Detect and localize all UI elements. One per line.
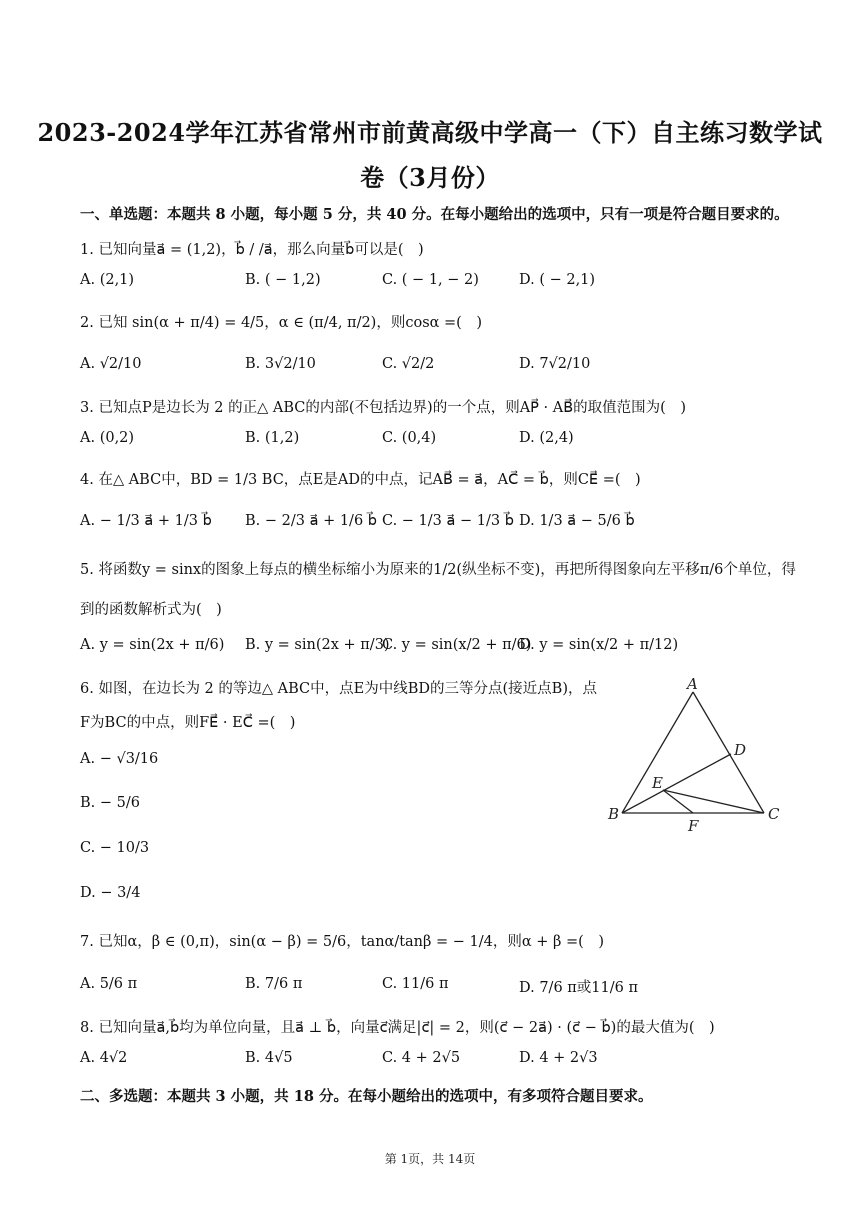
question-7-stem: 7. 已知α，β ∈ (0,π)，sin(α − β) = 5/6，tanα/tanβ = − 1/4，则α + β =( ): [80, 934, 604, 950]
question-5-option-b: B. y = sin(2x + π/3): [245, 637, 390, 653]
page-footer: 第 1页，共 14页: [384, 1152, 476, 1166]
question-5-option-c: C. y = sin(x/2 + π/6): [382, 637, 532, 653]
label-a: A: [687, 675, 698, 693]
question-6-option-a: A. − √3/16: [80, 751, 159, 767]
question-8-option-c: C. 4 + 2√5: [382, 1050, 461, 1066]
question-2-option-b: B. 3√2/10: [245, 356, 316, 372]
label-f: F: [688, 817, 699, 835]
question-8-option-b: B. 4√5: [245, 1050, 293, 1066]
question-6-option-c: C. − 10/3: [80, 840, 150, 856]
question-4-option-c: C. − 1/3 a⃗ − 1/3 b⃗: [382, 513, 514, 529]
question-4-option-b: B. − 2/3 a⃗ + 1/6 b⃗: [245, 513, 377, 529]
question-7-option-d: D. 7/6 π或11/6 π: [519, 980, 639, 996]
section-single-choice-heading: 一、单选题：本题共 8 小题，每小题 5 分，共 40 分。在每小题给出的选项中，只有一项是符合题目要求的。: [80, 206, 789, 223]
label-c: C: [768, 805, 780, 823]
question-3-option-c: C. (0,4): [382, 430, 437, 446]
question-6-stem: 6. 如图，在边长为 2 的等边△ ABC中，点E为中线BD的三等分点(接近点B)，点: [80, 681, 597, 697]
side-ac: [693, 692, 764, 813]
label-d: D: [734, 741, 747, 759]
question-2-option-a: A. √2/10: [80, 356, 142, 372]
question-7-option-a: A. 5/6 π: [80, 976, 138, 992]
question-1-option-b: B. ( − 1,2): [245, 272, 321, 288]
label-e: E: [652, 774, 663, 792]
question-6-option-b: B. − 5/6: [80, 795, 140, 811]
question-3-stem: 3. 已知点P是边长为 2 的正△ ABC的内部(不包括边界)的一个点，则AP⃗ · AB⃗的取值范围为( ): [80, 400, 686, 416]
question-3-option-a: A. (0,2): [80, 430, 135, 446]
question-2-stem: 2. 已知 sin(α + π/4) = 4/5，α ∈ (π/4, π/2)，则cosα =( ): [80, 315, 482, 331]
question-8-stem: 8. 已知向量a⃗,b⃗均为单位向量，且a⃗ ⊥ b⃗，向量c⃗满足|c⃗| = 2，则(c⃗ − 2a⃗) · (c⃗ − b⃗)的最大值为( ): [80, 1020, 715, 1036]
question-5-option-a: A. y = sin(2x + π/6): [80, 637, 225, 653]
question-1-option-d: D. ( − 2,1): [519, 272, 596, 288]
question-1-option-c: C. ( − 1, − 2): [382, 272, 479, 288]
question-5-option-d: D. y = sin(x/2 + π/12): [519, 637, 679, 653]
question-5-stem: 5. 将函数y = sinx的图象上每点的横坐标缩小为原来的1/2(纵坐标不变)，再把所得图象向左平移π/6个单位，得: [80, 562, 796, 578]
question-4-option-d: D. 1/3 a⃗ − 5/6 b⃗: [519, 513, 635, 529]
question-4-option-a: A. − 1/3 a⃗ + 1/3 b⃗: [80, 513, 212, 529]
question-2-option-c: C. √2/2: [382, 356, 435, 372]
question-7-option-c: C. 11/6 π: [382, 976, 449, 992]
triangle-figure: [600, 672, 790, 842]
question-6-option-d: D. − 3/4: [80, 885, 141, 901]
question-3-option-b: B. (1,2): [245, 430, 300, 446]
question-8-option-d: D. 4 + 2√3: [519, 1050, 598, 1066]
question-8-option-a: A. 4√2: [80, 1050, 128, 1066]
page-title: 2023-2024学年江苏省常州市前黄高级中学高一（下）自主练习数学试: [37, 118, 823, 147]
question-5-stem-continued: 到的函数解析式为( ): [80, 602, 222, 618]
question-3-option-d: D. (2,4): [519, 430, 574, 446]
label-b: B: [608, 805, 620, 823]
question-2-option-d: D. 7√2/10: [519, 356, 591, 372]
question-4-stem: 4. 在△ ABC中，BD = 1/3 BC，点E是AD的中点，记AB⃗ = a⃗，AC⃗ = b⃗，则CE⃗ =( ): [80, 472, 641, 488]
question-7-option-b: B. 7/6 π: [245, 976, 303, 992]
median-bd: [622, 754, 731, 813]
section-multiple-choice-heading: 二、多选题：本题共 3 小题，共 18 分。在每小题给出的选项中，有多项符合题目要求。: [80, 1088, 653, 1105]
question-1-option-a: A. (2,1): [80, 272, 135, 288]
question-6-stem-continued: F为BC的中点，则FE⃗ · EC⃗ =( ): [80, 715, 296, 731]
question-1-stem: 1. 已知向量a⃗ = (1,2)，b⃗ / /a⃗，那么向量b⃗可以是( ): [80, 242, 424, 258]
page-title-continued: 卷（3月份）: [360, 163, 500, 192]
